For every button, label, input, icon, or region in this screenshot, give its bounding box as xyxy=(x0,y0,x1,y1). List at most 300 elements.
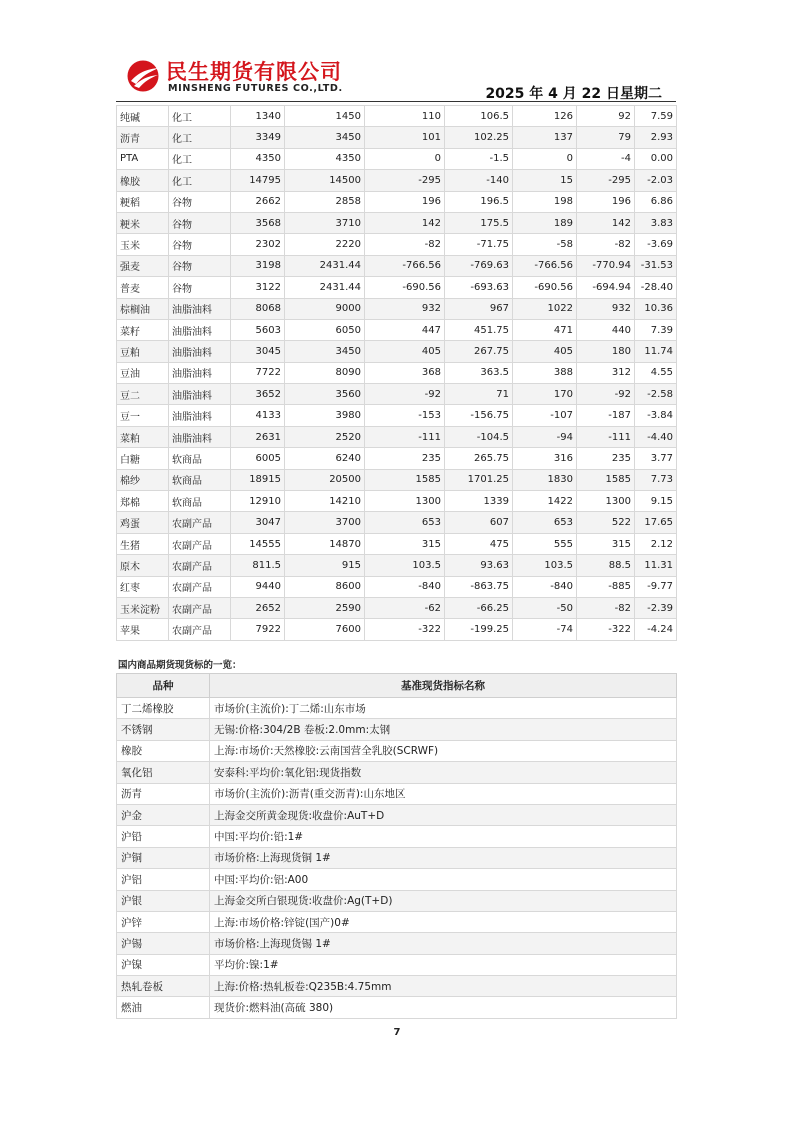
table-row xyxy=(117,341,677,362)
value-2: 6050 xyxy=(285,319,365,340)
product-name: 粳稻 xyxy=(117,191,169,212)
table-row xyxy=(117,826,677,847)
value-2: 14210 xyxy=(285,491,365,512)
value-3: -690.56 xyxy=(365,277,445,298)
value-7: 7.73 xyxy=(635,469,677,490)
value-3: -111 xyxy=(365,426,445,447)
value-1: 3198 xyxy=(231,255,285,276)
value-4: -156.75 xyxy=(445,405,513,426)
product-name: 郑棉 xyxy=(117,491,169,512)
value-2: 4350 xyxy=(285,148,365,169)
value-1: 3652 xyxy=(231,384,285,405)
value-3: 1300 xyxy=(365,491,445,512)
value-3: -92 xyxy=(365,384,445,405)
product-name: 沥青 xyxy=(117,127,169,148)
table-row xyxy=(117,212,677,233)
value-4: 102.25 xyxy=(445,127,513,148)
product-category: 油脂油料 xyxy=(169,426,231,447)
product-name: 玉米淀粉 xyxy=(117,597,169,618)
product-name: 豆二 xyxy=(117,384,169,405)
product-name: 豆油 xyxy=(117,362,169,383)
value-5: 471 xyxy=(513,319,577,340)
value-1: 4350 xyxy=(231,148,285,169)
value-5: -94 xyxy=(513,426,577,447)
table-header-row xyxy=(117,674,677,698)
table-row xyxy=(117,783,677,804)
value-5: 170 xyxy=(513,384,577,405)
value-6: -82 xyxy=(577,597,635,618)
value-2: 3700 xyxy=(285,512,365,533)
table-row xyxy=(117,127,677,148)
product-category: 油脂油料 xyxy=(169,319,231,340)
value-5: -58 xyxy=(513,234,577,255)
value-6: -295 xyxy=(577,170,635,191)
value-3: -153 xyxy=(365,405,445,426)
value-2: 20500 xyxy=(285,469,365,490)
value-2: 3450 xyxy=(285,341,365,362)
index-indicator: 中国:平均价:铝:A00 xyxy=(210,869,677,890)
value-1: 3045 xyxy=(231,341,285,362)
value-5: 103.5 xyxy=(513,555,577,576)
value-2: 2520 xyxy=(285,426,365,447)
value-4: 967 xyxy=(445,298,513,319)
header-divider xyxy=(116,101,676,102)
value-7: 3.83 xyxy=(635,212,677,233)
value-7: -31.53 xyxy=(635,255,677,276)
product-name: 玉米 xyxy=(117,234,169,255)
table-row xyxy=(117,426,677,447)
spot-index-body xyxy=(117,698,677,1019)
value-6: -770.94 xyxy=(577,255,635,276)
value-4: 196.5 xyxy=(445,191,513,212)
value-2: 9000 xyxy=(285,298,365,319)
table-row xyxy=(117,277,677,298)
value-7: -2.39 xyxy=(635,597,677,618)
table-row xyxy=(117,170,677,191)
value-1: 2631 xyxy=(231,426,285,447)
value-4: 475 xyxy=(445,533,513,554)
value-6: -187 xyxy=(577,405,635,426)
value-1: 7722 xyxy=(231,362,285,383)
value-6: -694.94 xyxy=(577,277,635,298)
value-3: 103.5 xyxy=(365,555,445,576)
product-name: 纯碱 xyxy=(117,106,169,127)
index-indicator: 上海:市场价格:锌锭(国产)0# xyxy=(210,911,677,932)
value-1: 2302 xyxy=(231,234,285,255)
product-name: 原木 xyxy=(117,555,169,576)
table-row xyxy=(117,597,677,618)
value-3: 142 xyxy=(365,212,445,233)
index-indicator: 上海:市场价:天然橡胶:云南国营全乳胶(SCRWF) xyxy=(210,740,677,761)
value-2: 8600 xyxy=(285,576,365,597)
table-row xyxy=(117,762,677,783)
product-category: 农副产品 xyxy=(169,597,231,618)
value-5: 555 xyxy=(513,533,577,554)
product-name: 豆一 xyxy=(117,405,169,426)
value-4: 265.75 xyxy=(445,448,513,469)
table-row xyxy=(117,555,677,576)
product-name: 粳米 xyxy=(117,212,169,233)
index-product: 沪银 xyxy=(117,890,210,911)
value-2: 3560 xyxy=(285,384,365,405)
index-indicator: 平均价:镍:1# xyxy=(210,954,677,975)
value-4: -66.25 xyxy=(445,597,513,618)
value-2: 8090 xyxy=(285,362,365,383)
value-2: 2431.44 xyxy=(285,255,365,276)
value-1: 2652 xyxy=(231,597,285,618)
value-5: 316 xyxy=(513,448,577,469)
value-4: 363.5 xyxy=(445,362,513,383)
value-3: -766.56 xyxy=(365,255,445,276)
product-category: 油脂油料 xyxy=(169,384,231,405)
value-3: 405 xyxy=(365,341,445,362)
value-4: 607 xyxy=(445,512,513,533)
product-name: 苹果 xyxy=(117,619,169,640)
product-category: 谷物 xyxy=(169,277,231,298)
value-7: -9.77 xyxy=(635,576,677,597)
value-5: 405 xyxy=(513,341,577,362)
product-name: 白糖 xyxy=(117,448,169,469)
value-3: 0 xyxy=(365,148,445,169)
index-indicator: 市场价(主流价):丁二烯:山东市场 xyxy=(210,698,677,719)
value-7: 2.93 xyxy=(635,127,677,148)
value-6: 92 xyxy=(577,106,635,127)
value-7: 2.12 xyxy=(635,533,677,554)
value-5: 1830 xyxy=(513,469,577,490)
value-2: 6240 xyxy=(285,448,365,469)
index-indicator: 上海金交所白银现货:收盘价:Ag(T+D) xyxy=(210,890,677,911)
value-4: -199.25 xyxy=(445,619,513,640)
value-1: 9440 xyxy=(231,576,285,597)
value-7: -4.24 xyxy=(635,619,677,640)
table-row xyxy=(117,933,677,954)
value-5: -107 xyxy=(513,405,577,426)
value-2: 14500 xyxy=(285,170,365,191)
value-7: -28.40 xyxy=(635,277,677,298)
value-4: 1701.25 xyxy=(445,469,513,490)
value-3: 1585 xyxy=(365,469,445,490)
product-name: 棕榈油 xyxy=(117,298,169,319)
value-4: 106.5 xyxy=(445,106,513,127)
header-indicator: 基准现货指标名称 xyxy=(210,674,677,698)
value-7: 4.55 xyxy=(635,362,677,383)
value-4: 451.75 xyxy=(445,319,513,340)
value-6: -111 xyxy=(577,426,635,447)
table-row xyxy=(117,106,677,127)
table-row xyxy=(117,405,677,426)
value-6: 142 xyxy=(577,212,635,233)
product-name: PTA xyxy=(117,148,169,169)
value-5: 1022 xyxy=(513,298,577,319)
table-row xyxy=(117,890,677,911)
value-7: 3.77 xyxy=(635,448,677,469)
table-row xyxy=(117,719,677,740)
index-product: 沪锡 xyxy=(117,933,210,954)
table-row xyxy=(117,997,677,1018)
value-7: -4.40 xyxy=(635,426,677,447)
index-product: 丁二烯橡胶 xyxy=(117,698,210,719)
index-product: 沪金 xyxy=(117,804,210,825)
value-4: 1339 xyxy=(445,491,513,512)
value-2: 2220 xyxy=(285,234,365,255)
section-title: 国内商品期货现货标的一览： xyxy=(118,660,242,671)
value-2: 2858 xyxy=(285,191,365,212)
value-1: 3568 xyxy=(231,212,285,233)
value-4: -769.63 xyxy=(445,255,513,276)
value-4: -104.5 xyxy=(445,426,513,447)
value-7: 0.00 xyxy=(635,148,677,169)
index-indicator: 现货价:燃料油(高硫 380) xyxy=(210,997,677,1018)
product-name: 红枣 xyxy=(117,576,169,597)
value-7: 11.31 xyxy=(635,555,677,576)
value-5: 198 xyxy=(513,191,577,212)
value-6: 315 xyxy=(577,533,635,554)
value-5: 15 xyxy=(513,170,577,191)
product-name: 棉纱 xyxy=(117,469,169,490)
value-6: 79 xyxy=(577,127,635,148)
product-category: 软商品 xyxy=(169,491,231,512)
value-4: -71.75 xyxy=(445,234,513,255)
futures-data-body xyxy=(117,106,677,641)
product-category: 农副产品 xyxy=(169,533,231,554)
value-4: 175.5 xyxy=(445,212,513,233)
index-product: 燃油 xyxy=(117,997,210,1018)
value-1: 3047 xyxy=(231,512,285,533)
value-6: -322 xyxy=(577,619,635,640)
table-row xyxy=(117,576,677,597)
value-4: -863.75 xyxy=(445,576,513,597)
value-1: 1340 xyxy=(231,106,285,127)
product-category: 油脂油料 xyxy=(169,341,231,362)
table-row xyxy=(117,255,677,276)
table-row xyxy=(117,911,677,932)
value-1: 6005 xyxy=(231,448,285,469)
value-1: 14795 xyxy=(231,170,285,191)
product-category: 农副产品 xyxy=(169,576,231,597)
value-2: 2590 xyxy=(285,597,365,618)
product-category: 农副产品 xyxy=(169,619,231,640)
value-4: 71 xyxy=(445,384,513,405)
index-indicator: 上海:价格:热轧板卷:Q235B:4.75mm xyxy=(210,976,677,997)
value-3: 196 xyxy=(365,191,445,212)
table-row xyxy=(117,469,677,490)
value-3: 368 xyxy=(365,362,445,383)
company-name-en: MINSHENG FUTURES CO.,LTD. xyxy=(168,83,343,94)
value-5: 189 xyxy=(513,212,577,233)
value-4: -693.63 xyxy=(445,277,513,298)
index-product: 沪铜 xyxy=(117,847,210,868)
value-3: 101 xyxy=(365,127,445,148)
value-1: 5603 xyxy=(231,319,285,340)
value-5: -74 xyxy=(513,619,577,640)
value-5: 388 xyxy=(513,362,577,383)
value-7: 7.59 xyxy=(635,106,677,127)
value-6: 440 xyxy=(577,319,635,340)
value-6: -885 xyxy=(577,576,635,597)
index-indicator: 无锡:价格:304/2B 卷板:2.0mm:太钢 xyxy=(210,719,677,740)
header-product: 品种 xyxy=(117,674,210,698)
table-row xyxy=(117,847,677,868)
product-category: 谷物 xyxy=(169,234,231,255)
value-1: 4133 xyxy=(231,405,285,426)
index-indicator: 安泰科:平均价:氧化铝:现货指数 xyxy=(210,762,677,783)
value-4: -1.5 xyxy=(445,148,513,169)
table-row xyxy=(117,384,677,405)
product-name: 豆粕 xyxy=(117,341,169,362)
table-row xyxy=(117,512,677,533)
value-3: -82 xyxy=(365,234,445,255)
value-5: -766.56 xyxy=(513,255,577,276)
index-indicator: 市场价格:上海现货铜 1# xyxy=(210,847,677,868)
value-5: 653 xyxy=(513,512,577,533)
value-6: 312 xyxy=(577,362,635,383)
index-indicator: 市场价(主流价):沥青(重交沥青):山东地区 xyxy=(210,783,677,804)
value-3: 447 xyxy=(365,319,445,340)
value-1: 811.5 xyxy=(231,555,285,576)
value-1: 8068 xyxy=(231,298,285,319)
product-category: 化工 xyxy=(169,106,231,127)
table-row xyxy=(117,191,677,212)
value-2: 14870 xyxy=(285,533,365,554)
value-7: 11.74 xyxy=(635,341,677,362)
value-6: 1585 xyxy=(577,469,635,490)
index-product: 沥青 xyxy=(117,783,210,804)
index-product: 橡胶 xyxy=(117,740,210,761)
value-1: 7922 xyxy=(231,619,285,640)
index-product: 沪镍 xyxy=(117,954,210,975)
value-6: 88.5 xyxy=(577,555,635,576)
value-6: 180 xyxy=(577,341,635,362)
value-6: -4 xyxy=(577,148,635,169)
table-row xyxy=(117,448,677,469)
value-3: -62 xyxy=(365,597,445,618)
value-7: -2.58 xyxy=(635,384,677,405)
page-number: 7 xyxy=(393,1027,401,1038)
product-category: 谷物 xyxy=(169,212,231,233)
value-6: 522 xyxy=(577,512,635,533)
value-1: 14555 xyxy=(231,533,285,554)
product-category: 化工 xyxy=(169,148,231,169)
value-1: 3122 xyxy=(231,277,285,298)
product-category: 化工 xyxy=(169,127,231,148)
value-3: -322 xyxy=(365,619,445,640)
report-date: 2025 年 4 月 22 日星期二 xyxy=(485,86,662,102)
value-3: 235 xyxy=(365,448,445,469)
product-name: 普麦 xyxy=(117,277,169,298)
table-row xyxy=(117,362,677,383)
value-2: 7600 xyxy=(285,619,365,640)
value-7: -3.69 xyxy=(635,234,677,255)
value-6: -82 xyxy=(577,234,635,255)
value-7: 7.39 xyxy=(635,319,677,340)
value-1: 3349 xyxy=(231,127,285,148)
value-5: 126 xyxy=(513,106,577,127)
product-category: 化工 xyxy=(169,170,231,191)
product-name: 鸡蛋 xyxy=(117,512,169,533)
value-7: -2.03 xyxy=(635,170,677,191)
product-category: 油脂油料 xyxy=(169,298,231,319)
product-category: 谷物 xyxy=(169,191,231,212)
value-2: 1450 xyxy=(285,106,365,127)
value-3: 932 xyxy=(365,298,445,319)
company-name-cn: 民生期货有限公司 xyxy=(166,60,342,84)
product-category: 油脂油料 xyxy=(169,362,231,383)
value-1: 18915 xyxy=(231,469,285,490)
value-2: 915 xyxy=(285,555,365,576)
product-name: 强麦 xyxy=(117,255,169,276)
index-product: 氧化铝 xyxy=(117,762,210,783)
value-2: 3980 xyxy=(285,405,365,426)
product-name: 菜粕 xyxy=(117,426,169,447)
value-2: 2431.44 xyxy=(285,277,365,298)
value-7: 10.36 xyxy=(635,298,677,319)
index-indicator: 市场价格:上海现货锡 1# xyxy=(210,933,677,954)
table-row xyxy=(117,319,677,340)
product-category: 农副产品 xyxy=(169,555,231,576)
product-category: 软商品 xyxy=(169,448,231,469)
value-4: 93.63 xyxy=(445,555,513,576)
value-6: 932 xyxy=(577,298,635,319)
minsheng-logo-icon xyxy=(126,59,162,93)
value-7: -3.84 xyxy=(635,405,677,426)
table-row xyxy=(117,491,677,512)
value-5: 1422 xyxy=(513,491,577,512)
futures-data-table xyxy=(116,105,677,641)
product-name: 生猪 xyxy=(117,533,169,554)
value-7: 9.15 xyxy=(635,491,677,512)
table-row xyxy=(117,869,677,890)
index-product: 热轧卷板 xyxy=(117,976,210,997)
value-4: -140 xyxy=(445,170,513,191)
index-indicator: 中国:平均价:铅:1# xyxy=(210,826,677,847)
value-4: 267.75 xyxy=(445,341,513,362)
value-5: -50 xyxy=(513,597,577,618)
value-7: 6.86 xyxy=(635,191,677,212)
value-3: 110 xyxy=(365,106,445,127)
value-6: -92 xyxy=(577,384,635,405)
product-category: 软商品 xyxy=(169,469,231,490)
value-6: 1300 xyxy=(577,491,635,512)
value-1: 2662 xyxy=(231,191,285,212)
value-6: 196 xyxy=(577,191,635,212)
table-row xyxy=(117,234,677,255)
value-6: 235 xyxy=(577,448,635,469)
index-indicator: 上海金交所黄金现货:收盘价:AuT+D xyxy=(210,804,677,825)
product-name: 菜籽 xyxy=(117,319,169,340)
table-row xyxy=(117,533,677,554)
table-row xyxy=(117,148,677,169)
value-1: 12910 xyxy=(231,491,285,512)
value-3: 315 xyxy=(365,533,445,554)
table-row xyxy=(117,976,677,997)
product-name: 橡胶 xyxy=(117,170,169,191)
value-5: 0 xyxy=(513,148,577,169)
page-header xyxy=(116,56,676,102)
value-5: -690.56 xyxy=(513,277,577,298)
table-row xyxy=(117,804,677,825)
value-2: 3450 xyxy=(285,127,365,148)
index-product: 不锈钢 xyxy=(117,719,210,740)
value-7: 17.65 xyxy=(635,512,677,533)
value-2: 3710 xyxy=(285,212,365,233)
value-5: -840 xyxy=(513,576,577,597)
value-3: 653 xyxy=(365,512,445,533)
value-5: 137 xyxy=(513,127,577,148)
table-row xyxy=(117,954,677,975)
index-product: 沪铅 xyxy=(117,826,210,847)
table-row xyxy=(117,298,677,319)
index-product: 沪铝 xyxy=(117,869,210,890)
